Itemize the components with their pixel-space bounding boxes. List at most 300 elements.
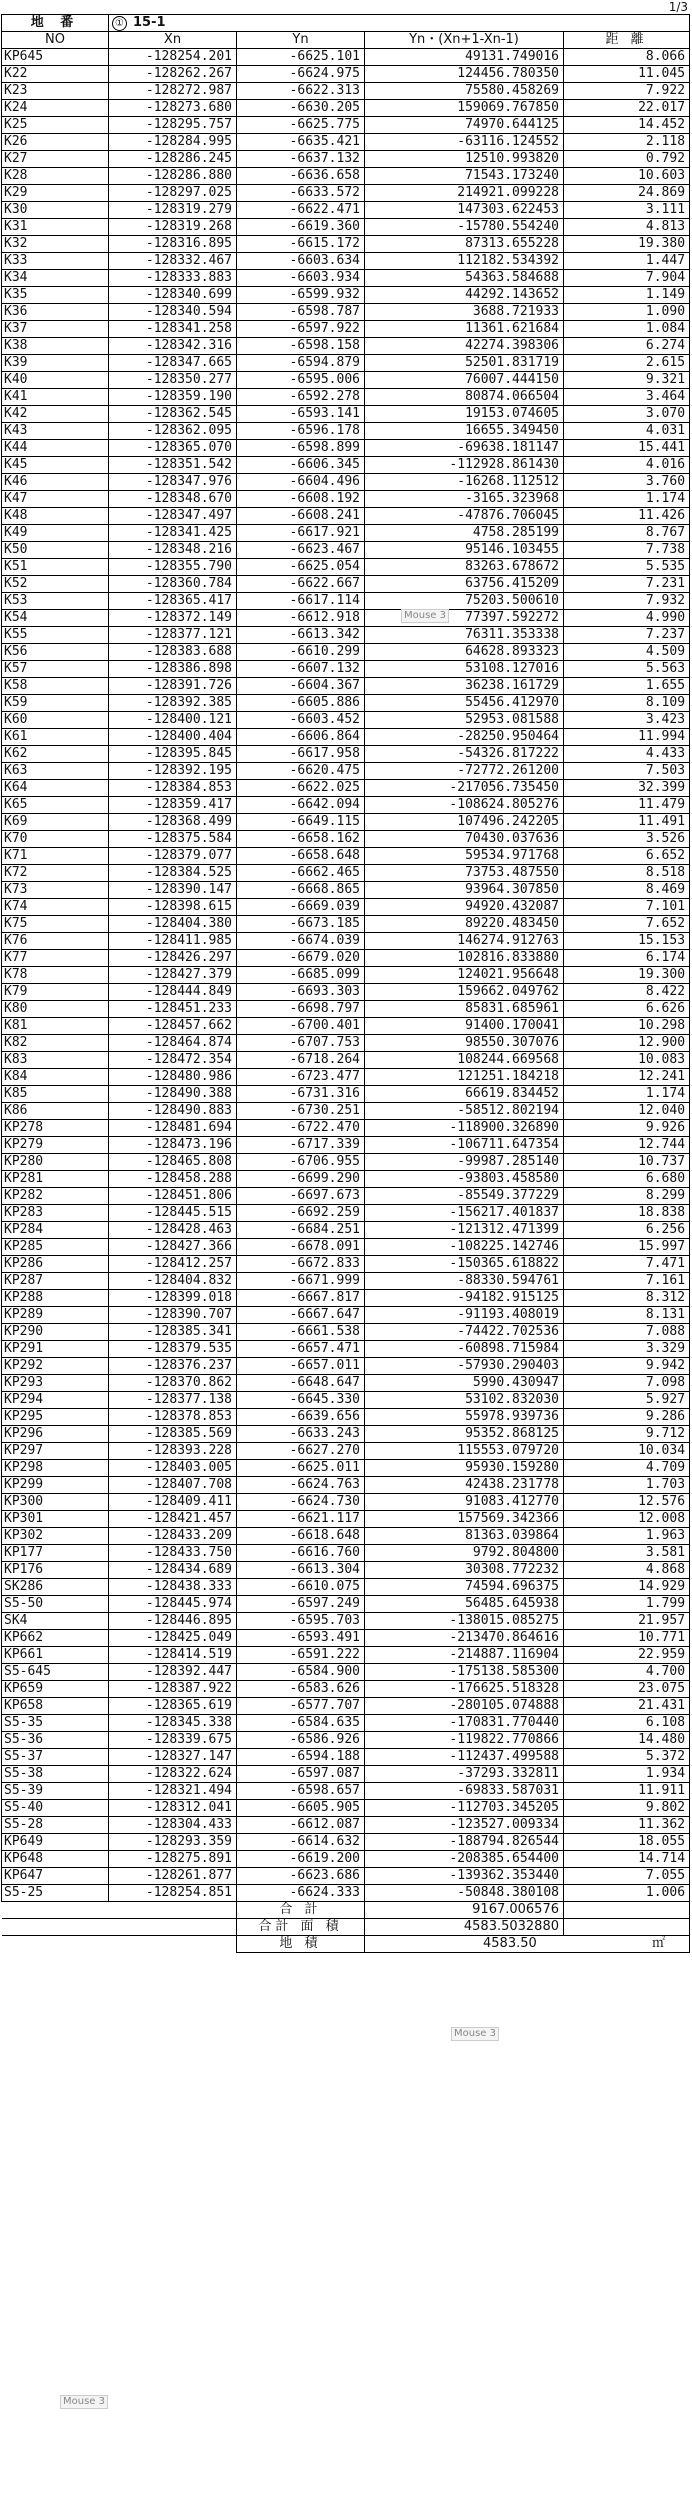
distance-value: 18.838 [564,1205,690,1222]
point-no: K72 [2,865,109,882]
calc-value: -112703.345205 [365,1800,564,1817]
yn-value: -6718.264 [237,1052,365,1069]
header-lot-row [2,15,690,32]
distance-value: 12.241 [564,1069,690,1086]
calc-value: -3165.323968 [365,491,564,508]
yn-value: -6591.222 [237,1647,365,1664]
table-row [2,1239,690,1256]
xn-value: -128377.121 [109,627,237,644]
point-no: KP279 [2,1137,109,1154]
table-row [2,559,690,576]
lot-code-cell [109,15,690,32]
mouse-overlay-label: Mouse 3 [60,2395,108,2409]
point-no: KP291 [2,1341,109,1358]
yn-value: -6606.864 [237,729,365,746]
table-row [2,1001,690,1018]
point-no: S5-25 [2,1885,109,1902]
distance-value: 10.034 [564,1443,690,1460]
point-no: KP293 [2,1375,109,1392]
point-no: K57 [2,661,109,678]
calc-value: -214887.116904 [365,1647,564,1664]
point-no: KP302 [2,1528,109,1545]
point-no: KP285 [2,1239,109,1256]
table-row [2,389,690,406]
point-no: K36 [2,304,109,321]
point-no: KP301 [2,1511,109,1528]
distance-value: 7.932 [564,593,690,610]
xn-value: -128284.995 [109,134,237,151]
xn-value: -128377.138 [109,1392,237,1409]
table-row [2,1392,690,1409]
point-no: KP278 [2,1120,109,1137]
distance-value: 7.471 [564,1256,690,1273]
point-no: S5-40 [2,1800,109,1817]
xn-value: -128393.228 [109,1443,237,1460]
distance-value: 14.480 [564,1732,690,1749]
distance-value: 7.652 [564,916,690,933]
point-no: S5-645 [2,1664,109,1681]
table-row [2,1443,690,1460]
calc-value: 75580.458269 [365,83,564,100]
calc-value: 74594.696375 [365,1579,564,1596]
xn-value: -128368.499 [109,814,237,831]
calc-value: 157569.342366 [365,1511,564,1528]
table-row [2,1409,690,1426]
blank-cell [109,1936,237,1953]
distance-value: 1.149 [564,287,690,304]
table-row [2,1290,690,1307]
calc-value: 115553.079720 [365,1443,564,1460]
yn-value: -6671.999 [237,1273,365,1290]
calc-value: 16655.349450 [365,423,564,440]
distance-value: 3.423 [564,712,690,729]
yn-value: -6693.303 [237,984,365,1001]
blank-cell [2,1919,109,1936]
yn-value: -6649.115 [237,814,365,831]
yn-value: -6642.094 [237,797,365,814]
blank-cell [109,1919,237,1936]
calc-value: -15780.554240 [365,219,564,236]
distance-value: 9.712 [564,1426,690,1443]
point-no: KP299 [2,1477,109,1494]
point-no: KP647 [2,1868,109,1885]
xn-value: -128421.457 [109,1511,237,1528]
yn-value: -6608.192 [237,491,365,508]
calc-value: -208385.654400 [365,1851,564,1868]
xn-value: -128446.895 [109,1613,237,1630]
table-row [2,797,690,814]
point-no: K30 [2,202,109,219]
yn-value: -6599.932 [237,287,365,304]
table-row [2,406,690,423]
summary-label: 合計 面 積 [237,1919,365,1936]
distance-value: 18.055 [564,1834,690,1851]
calc-value: 36238.161729 [365,678,564,695]
table-row [2,1052,690,1069]
yn-value: -6685.099 [237,967,365,984]
xn-value: -128275.891 [109,1851,237,1868]
distance-value: 3.464 [564,389,690,406]
point-no: K22 [2,66,109,83]
yn-value: -6637.132 [237,151,365,168]
point-no: K32 [2,236,109,253]
point-no: KP177 [2,1545,109,1562]
coordinate-area-table [1,14,690,1953]
distance-value: 15.997 [564,1239,690,1256]
yn-value: -6583.626 [237,1681,365,1698]
yn-value: -6645.330 [237,1392,365,1409]
yn-value: -6661.538 [237,1324,365,1341]
distance-value: 7.161 [564,1273,690,1290]
table-row [2,1715,690,1732]
point-no: K76 [2,933,109,950]
calc-value: -280105.074888 [365,1698,564,1715]
distance-value: 8.299 [564,1188,690,1205]
yn-value: -6730.251 [237,1103,365,1120]
yn-value: -6697.673 [237,1188,365,1205]
yn-value: -6627.270 [237,1443,365,1460]
xn-value: -128392.447 [109,1664,237,1681]
xn-value: -128457.662 [109,1018,237,1035]
point-no: KP649 [2,1834,109,1851]
table-row [2,661,690,678]
calc-value: -150365.618822 [365,1256,564,1273]
calc-value: -118900.326890 [365,1120,564,1137]
calc-value: 56485.645938 [365,1596,564,1613]
calc-value: -123527.009334 [365,1817,564,1834]
yn-value: -6722.470 [237,1120,365,1137]
point-no: KP292 [2,1358,109,1375]
table-row [2,627,690,644]
point-no: K85 [2,1086,109,1103]
table-row [2,1494,690,1511]
point-no: K60 [2,712,109,729]
xn-value: -128322.624 [109,1766,237,1783]
distance-value: 14.714 [564,1851,690,1868]
calc-value: 19153.074605 [365,406,564,423]
calc-value: 93964.307850 [365,882,564,899]
distance-value: 5.372 [564,1749,690,1766]
xn-value: -128333.883 [109,270,237,287]
calc-value: 12510.993820 [365,151,564,168]
calc-value: -58512.802194 [365,1103,564,1120]
calc-value: 63756.415209 [365,576,564,593]
yn-value: -6592.278 [237,389,365,406]
calc-value: 77397.592272 [365,610,564,627]
table-row [2,542,690,559]
yn-value: -6648.647 [237,1375,365,1392]
yn-value: -6625.011 [237,1460,365,1477]
yn-value: -6717.339 [237,1137,365,1154]
calc-value: 121251.184218 [365,1069,564,1086]
table-row [2,1375,690,1392]
yn-value: -6617.958 [237,746,365,763]
table-row [2,1528,690,1545]
yn-value: -6595.006 [237,372,365,389]
col-header-yn: Yn [237,32,365,49]
point-no: K51 [2,559,109,576]
table-row [2,1035,690,1052]
yn-value: -6596.178 [237,423,365,440]
lot-label: 地 番 [2,15,109,32]
point-no: K29 [2,185,109,202]
calc-value: 44292.143652 [365,287,564,304]
calc-value: 55456.412970 [365,695,564,712]
distance-value: 10.737 [564,1154,690,1171]
summary-value: 4583.5032880 [365,1919,564,1936]
calc-value: -108624.805276 [365,797,564,814]
table-row [2,678,690,695]
table-row [2,423,690,440]
xn-value: -128384.853 [109,780,237,797]
distance-value: 12.576 [564,1494,690,1511]
distance-value: 10.771 [564,1630,690,1647]
table-row [2,882,690,899]
yn-value: -6594.188 [237,1749,365,1766]
yn-value: -6657.011 [237,1358,365,1375]
calc-value: -74422.702536 [365,1324,564,1341]
yn-value: -6603.452 [237,712,365,729]
yn-value: -6604.367 [237,678,365,695]
distance-value: 14.929 [564,1579,690,1596]
table-row [2,814,690,831]
xn-value: -128411.985 [109,933,237,950]
point-no: K42 [2,406,109,423]
calc-value: -217056.735450 [365,780,564,797]
xn-value: -128451.806 [109,1188,237,1205]
table-row [2,372,690,389]
yn-value: -6639.656 [237,1409,365,1426]
col-header-calc: Yn・(Xn+1-Xn-1) [365,32,564,49]
yn-value: -6700.401 [237,1018,365,1035]
distance-value: 11.426 [564,508,690,525]
calc-value: 70430.037636 [365,831,564,848]
xn-value: -128434.689 [109,1562,237,1579]
distance-value: 21.957 [564,1613,690,1630]
table-row [2,1341,690,1358]
xn-value: -128362.095 [109,423,237,440]
calc-value: -69833.587031 [365,1783,564,1800]
table-row [2,287,690,304]
yn-value: -6669.039 [237,899,365,916]
distance-value: 11.362 [564,1817,690,1834]
yn-value: -6618.648 [237,1528,365,1545]
distance-value: 4.990 [564,610,690,627]
yn-value: -6594.879 [237,355,365,372]
point-no: K46 [2,474,109,491]
table-row [2,1477,690,1494]
calc-value: -112437.499588 [365,1749,564,1766]
table-row [2,695,690,712]
table-row [2,1664,690,1681]
table-row [2,610,690,627]
xn-value: -128351.542 [109,457,237,474]
table-row [2,763,690,780]
xn-value: -128345.338 [109,1715,237,1732]
xn-value: -128273.680 [109,100,237,117]
xn-value: -128403.005 [109,1460,237,1477]
point-no: K26 [2,134,109,151]
distance-value: 8.066 [564,49,690,66]
calc-value: -106711.647354 [365,1137,564,1154]
calc-value: -69638.181147 [365,440,564,457]
table-row [2,1069,690,1086]
point-no: K55 [2,627,109,644]
yn-value: -6603.634 [237,253,365,270]
distance-value: 7.738 [564,542,690,559]
calc-value: -175138.585300 [365,1664,564,1681]
table-row [2,1647,690,1664]
yn-value: -6633.572 [237,185,365,202]
table-row [2,1885,690,1902]
yn-value: -6615.172 [237,236,365,253]
point-no: KP662 [2,1630,109,1647]
point-no: K83 [2,1052,109,1069]
distance-value: 2.615 [564,355,690,372]
xn-value: -128365.619 [109,1698,237,1715]
yn-value: -6623.467 [237,542,365,559]
table-row [2,457,690,474]
point-no: KP295 [2,1409,109,1426]
calc-value: -176625.518328 [365,1681,564,1698]
distance-value: 1.934 [564,1766,690,1783]
distance-value: 24.869 [564,185,690,202]
table-row [2,1834,690,1851]
distance-value: 3.070 [564,406,690,423]
yn-value: -6613.342 [237,627,365,644]
calc-value: -50848.380108 [365,1885,564,1902]
area-unit: ㎡ [652,1936,666,1951]
calc-value: 52501.831719 [365,355,564,372]
point-no: K65 [2,797,109,814]
xn-value: -128360.784 [109,576,237,593]
table-row [2,100,690,117]
point-no: K73 [2,882,109,899]
calc-value: 87313.655228 [365,236,564,253]
calc-value: 146274.912763 [365,933,564,950]
table-row [2,1851,690,1868]
yn-value: -6624.975 [237,66,365,83]
table-row [2,185,690,202]
distance-value: 6.274 [564,338,690,355]
table-row [2,984,690,1001]
table-row [2,440,690,457]
xn-value: -128390.707 [109,1307,237,1324]
distance-value: 9.286 [564,1409,690,1426]
yn-value: -6706.955 [237,1154,365,1171]
point-no: KP290 [2,1324,109,1341]
calc-value: 59534.971768 [365,848,564,865]
xn-value: -128319.279 [109,202,237,219]
distance-value: 22.959 [564,1647,690,1664]
point-no: KP282 [2,1188,109,1205]
xn-value: -128347.497 [109,508,237,525]
yn-value: -6597.922 [237,321,365,338]
distance-value: 8.422 [564,984,690,1001]
yn-value: -6584.635 [237,1715,365,1732]
summary-value [365,1936,690,1953]
table-row [2,236,690,253]
calc-value: 53108.127016 [365,661,564,678]
xn-value: -128472.354 [109,1052,237,1069]
xn-value: -128392.385 [109,695,237,712]
calc-value: 83263.678672 [365,559,564,576]
table-row [2,1800,690,1817]
yn-value: -6707.753 [237,1035,365,1052]
xn-value: -128378.853 [109,1409,237,1426]
calc-value: -88330.594761 [365,1273,564,1290]
yn-value: -6621.117 [237,1511,365,1528]
xn-value: -128404.832 [109,1273,237,1290]
calc-value: 4758.285199 [365,525,564,542]
point-no: K71 [2,848,109,865]
point-no: K39 [2,355,109,372]
yn-value: -6667.647 [237,1307,365,1324]
sum-area-row [2,1919,690,1936]
yn-value: -6698.797 [237,1001,365,1018]
distance-value: 4.709 [564,1460,690,1477]
distance-value: 4.509 [564,644,690,661]
table-row [2,525,690,542]
yn-value: -6595.703 [237,1613,365,1630]
xn-value: -128316.895 [109,236,237,253]
yn-value: -6658.162 [237,831,365,848]
distance-value: 6.108 [564,1715,690,1732]
table-row [2,1324,690,1341]
table-row [2,848,690,865]
xn-value: -128293.359 [109,1834,237,1851]
xn-value: -128400.121 [109,712,237,729]
point-no: K61 [2,729,109,746]
yn-value: -6678.091 [237,1239,365,1256]
col-header-no: NO [2,32,109,49]
yn-value: -6630.205 [237,100,365,117]
distance-value: 11.994 [564,729,690,746]
calc-value: -156217.401837 [365,1205,564,1222]
calc-value: 112182.534392 [365,253,564,270]
calc-value: 102816.833880 [365,950,564,967]
table-row [2,1358,690,1375]
yn-value: -6605.905 [237,1800,365,1817]
xn-value: -128359.190 [109,389,237,406]
point-no: K44 [2,440,109,457]
calc-value: 91083.412770 [365,1494,564,1511]
point-no: S5-39 [2,1783,109,1800]
calc-value: 91400.170041 [365,1018,564,1035]
point-no: K33 [2,253,109,270]
point-no: K54 [2,610,109,627]
distance-value: 15.153 [564,933,690,950]
distance-value: 12.900 [564,1035,690,1052]
yn-value: -6577.707 [237,1698,365,1715]
point-no: K40 [2,372,109,389]
calc-value: 94920.432087 [365,899,564,916]
xn-value: -128365.070 [109,440,237,457]
distance-value: 1.655 [564,678,690,695]
xn-value: -128387.922 [109,1681,237,1698]
xn-value: -128350.277 [109,372,237,389]
table-row [2,780,690,797]
point-no: K38 [2,338,109,355]
table-row [2,83,690,100]
point-no: KP284 [2,1222,109,1239]
xn-value: -128375.584 [109,831,237,848]
table-row [2,644,690,661]
yn-value: -6731.316 [237,1086,365,1103]
table-row [2,1630,690,1647]
mouse-overlay-label: Mouse 3 [401,609,449,623]
point-no: KP298 [2,1460,109,1477]
